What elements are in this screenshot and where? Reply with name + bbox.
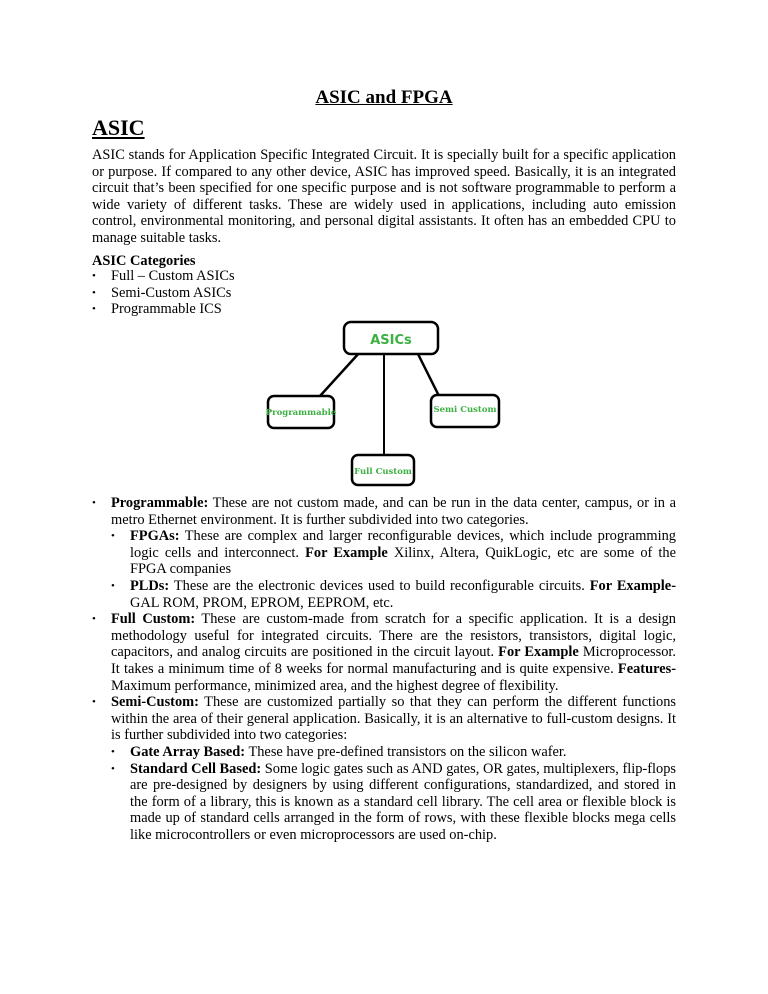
term-full-custom: Full Custom: (111, 611, 196, 628)
desc-standard-cell: Some logic gates such as AND gates, OR gates, multiplexers, flip-flops are pre-designed by designers by using different configurations, standardized, and stored in the form of a library, this is known as a standard cell library. The cell area or flexible block is made up of standard cells arranged in the form of rows, with these flexible blocks mega cells like microcontrollers or even microprocessors are used on-chip. (130, 760, 677, 843)
desc-plds: These are the electronic devices used to build reconfigurable circuits. (169, 577, 590, 594)
list-item: • Programmable ICS (92, 301, 676, 318)
desc-features: Maximum performance, minimized area, and the highest degree of flexibility. (111, 677, 559, 694)
categories-heading: ASIC Categories (92, 253, 196, 269)
page-title: ASIC and FPGA (315, 87, 453, 108)
desc-full-custom: These are custom-made from scratch for a specific application. It is a design methodology useful for integrated circuits. There are the resistors, transistors, digital logic, capacitors, and analog circuits are positioned in the circuit layout. (111, 611, 676, 661)
semi-custom-sub-list (111, 744, 676, 844)
programmable-sub-list (111, 528, 676, 611)
list-item-full-custom (92, 611, 676, 694)
term-programmable: Programmable: (111, 495, 209, 511)
categories-list (92, 268, 676, 318)
asic-categories-diagram (92, 318, 676, 488)
desc-pld-example: GAL ROM, PROM, EPROM, EEPROM, etc. (130, 594, 394, 611)
desc-full-custom-example: Microprocessor. It takes a minimum time of 8 weeks for normal manufacturing and is quite expensive. (111, 644, 676, 677)
term-plds: PLDs: (130, 577, 170, 594)
connector-root-left (320, 352, 360, 396)
desc-semi-custom: These are customized partially so that they can perform the different functions within the area of their general application. Basically, it is an alternative to full-custom designs. It is further subdivided into two categories: (111, 694, 676, 744)
term-standard-cell: Standard Cell Based: (130, 760, 262, 777)
desc-fpga-example: Xilinx, Altera, QuikLogic, etc are some of the FPGA companies (130, 544, 677, 578)
label-for-example: For Example- (589, 577, 676, 594)
list-item-standard-cell (111, 761, 676, 844)
list-item-fpgas (111, 528, 676, 578)
desc-gate-array: These have pre-defined transistors on the silicon wafer. (245, 743, 567, 760)
details-list (92, 495, 676, 843)
label-for-example: For Example (498, 644, 579, 661)
section-heading-asic: ASIC (92, 115, 145, 140)
list-item-programmable (92, 495, 676, 611)
node-full-custom-label: Full Custom (354, 467, 412, 477)
intro-paragraph: ASIC stands for Application Specific Integrated Circuit. It is specially built for a specific application or purpose. If compared to any other device, ASIC has improved speed. Basically, it is an integrated circuit that’s been specified for one specific purpose and is not software programmable to perform a wide variety of different tasks. These are widely used in applications, including auto emission control, environmental monitoring, and personal digital assistants. It often has an embedded CPU to manage suitable tasks. (92, 147, 676, 246)
list-item-semi-custom (92, 694, 676, 843)
list-item: • Full – Custom ASICs (92, 268, 676, 285)
term-gate-array: Gate Array Based: (130, 743, 246, 760)
node-programmable-label: Programmable (265, 408, 337, 418)
desc-programmable: These are not custom made, and can be run in the data center, campus, or in a metro Ethernet environment. It is further subdivided into two categories. (111, 495, 676, 528)
desc-fpgas: These are complex and larger reconfigurable devices, which include programming logic cells and interconnect. (130, 528, 676, 561)
list-item-plds (111, 578, 676, 611)
list-item-gate-array (111, 744, 676, 761)
connector-root-right (417, 352, 440, 398)
list-item: • Semi-Custom ASICs (92, 285, 676, 302)
term-semi-custom: Semi-Custom: (111, 694, 199, 711)
node-semi-custom-label: Semi Custom (433, 405, 497, 415)
node-root-label: ASICs (370, 333, 412, 348)
term-fpgas: FPGAs: (130, 528, 180, 545)
label-for-example: For Example (305, 544, 388, 561)
label-features: Features- (617, 660, 676, 677)
